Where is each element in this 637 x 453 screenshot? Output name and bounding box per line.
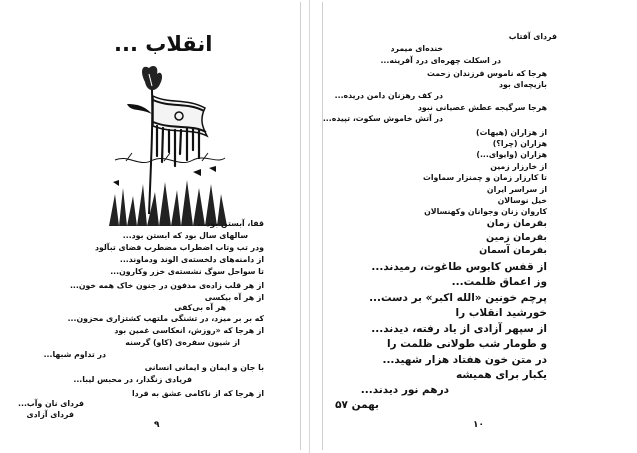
poem-line: فریادی زنگدار، در محبس لیبا... [73, 375, 192, 384]
poem-line: تا کارزار زمان و چمنزار سماوات [423, 173, 547, 182]
poem-line: در اسکلت چهره‌ای درد آفرینه... [380, 56, 501, 65]
book-spine [309, 0, 310, 453]
poem-line: فردای آزادی [26, 410, 74, 419]
page-header: فردای آفتاب [508, 32, 557, 41]
poem-line: فردای نان وآب... [18, 399, 84, 408]
poem-line: قفا، آبستن بود... [197, 219, 264, 228]
poem-line: بفرمان آسمان [479, 245, 547, 256]
poem-line: بازیچه‌ای بود [499, 80, 547, 89]
poem-line: از سپهر آزادی از یاد رفته، دیدند... [371, 323, 547, 335]
page-number: ۹ [154, 420, 160, 430]
poem-line: که بر بر میزد، در تشنگی ملتهب کشتزاری محزون... [67, 314, 264, 323]
poem-line: و طومار شب طولانی ظلمت را [386, 338, 547, 350]
poem-line: از هرجا که از ناکامی عشق به فردا [132, 389, 264, 398]
poem-line: از دامنه‌های دلخسته‌ی الوند ودماوند... [119, 255, 264, 264]
poem-line: وز اعماق ظلمت... [451, 276, 547, 288]
poem-line: هزاران (وایوای...) [476, 150, 547, 159]
poem-line: هرجا سرگیجه عطش عصیانی نبود [417, 103, 547, 112]
poem-line: خنده‌ای میمرد [390, 44, 443, 53]
poem-line: از هرجا که «روزش، انعکاسی غمین بود [114, 326, 264, 335]
poem-line: بفرمان زمان [486, 218, 547, 229]
poem-line: یکبار برای همیشه [456, 369, 547, 381]
poem-line: از شیون سفره‌ی (کاو) گرسنه [125, 338, 240, 347]
poem-line: هر آه بی‌کفی [174, 303, 226, 312]
poem-line: درهم نور دیدند... [360, 384, 449, 396]
poem-line: از هزاران (هیهات) [476, 128, 547, 137]
poem-line: کاروان زنان وجوانان وکهنسالان [424, 207, 547, 216]
poem-line: ودر تب وتاب اضطراب مضطرب فضای تبآلود [94, 243, 264, 252]
poem-line: در متن خون هفتاد هزار شهید... [382, 354, 547, 366]
poem-line: تا سواحل سوگ نشسته‌ی خزر وکارون... [110, 267, 264, 276]
poem-date: بهمن ۵۷ [335, 399, 379, 411]
tulip-flag-illustration [109, 64, 229, 226]
poem-line: از هر قلب زاده‌‌ی مدفون در جنون خاک همه خون... [69, 281, 264, 290]
poem-line: از سراسر ایران [486, 185, 547, 194]
poem-title: انقلاب ... [114, 32, 213, 56]
poem-line: پرچم خونین «الله اکبر» بر دست... [369, 292, 547, 304]
poem-line: در آتش خاموش سکوت، تپیده... [322, 114, 443, 123]
poem-line: با جان و ایمان و ایمانی انسانی [144, 363, 264, 372]
poem-line: سالهای سال بود که ابستن بود... [122, 231, 248, 240]
poem-line: از خارزار زمین [490, 162, 547, 171]
poem-line: در کف رهزنان دامن دریده... [334, 91, 443, 100]
poem-line: هزاران (چرا؟) [492, 139, 547, 148]
poem-line: هرجا که ناموس فرزندان زحمت [426, 69, 547, 78]
poem-line: در تداوم شبها... [43, 350, 106, 359]
poem-line: بفرمان زمین [486, 232, 547, 243]
poem-line: از هر آه بیکسی [204, 293, 264, 302]
page-number: ۱۰ [473, 420, 484, 430]
right-page [322, 2, 619, 450]
poem-line: خیل نوسالان [497, 196, 547, 205]
poem-line: خورشید انقلاب را [455, 307, 547, 319]
poem-line: از قفس کابوس طاغوت، رمیدند... [371, 261, 547, 273]
left-page [4, 2, 301, 450]
